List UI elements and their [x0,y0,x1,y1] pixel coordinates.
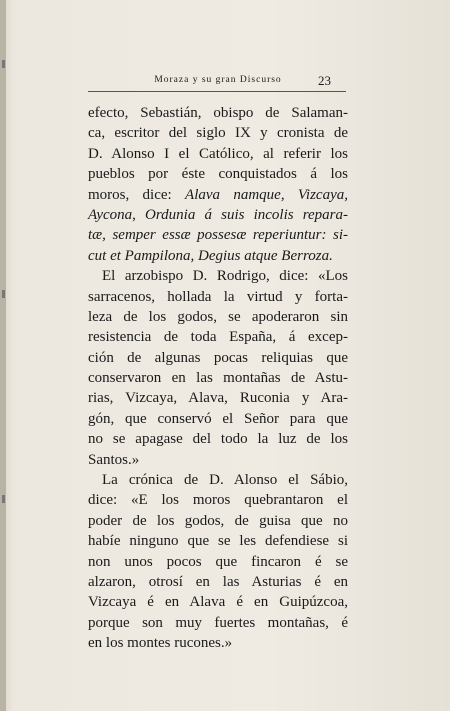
margin-mark [2,60,5,68]
margin-mark [2,495,5,503]
page-gutter [0,0,6,711]
text-line: efecto, Sebastián, obispo de Salaman- [88,105,348,121]
text-line: Santos.» [88,451,140,468]
text-line: habíe ninguno que se les defendiese si [88,533,348,550]
text-line: en los montes rucones.» [88,635,233,652]
text-line: rias, Vizcaya, Alava, Ruconia y Ara- [88,390,348,407]
running-head: Moraza y su gran Discurso [154,75,282,85]
text-line: alzaron, otrosí en las Asturias é en [88,573,348,590]
text-line: sarracenos, hollada la virtud y forta- [88,288,348,305]
text-line-mixed [88,185,348,205]
text-line: resistencia de toda España, á excep- [88,329,348,346]
text-line: gón, que conservó el Señor para que [88,410,348,427]
body-text [88,103,348,654]
text-line: dice: «E los moros quebrantaron el [88,492,348,509]
text-line: ción de algunas pocas reliquias que [88,349,348,366]
latin-quote-line: tæ, semper essæ possesæ reperiuntur: si- [88,227,348,244]
text-line: porque son muy fuertes montañas, é [88,614,348,631]
text-line: non unos pocos que fincaron é se [88,553,348,570]
text-line: El arzobispo D. Rodrigo, dice: «Los [102,268,348,285]
text-line: D. Alonso I el Católico, al referir los [88,145,348,162]
text-line: leza de los godos, se apoderaron sin [88,308,348,325]
text-line: conservaron en las montañas de Astu- [88,370,348,387]
page-number: 23 [318,73,331,88]
text-line: pueblos por éste conquistados á los [88,166,348,183]
text-line: Vizcaya é en Alava é en Guipúzcoa, [88,594,348,611]
margin-mark [2,290,5,298]
latin-quote-line: cut et Pampilona, Degius atque Berroza. [88,247,333,264]
text-line: poder de los godos, de guisa que no [88,512,348,529]
text-line-part: moros, dice: [88,186,172,203]
text-line: no se apagase del todo la luz de los [88,431,348,448]
latin-quote-line: Aycona, Ordunia á suis incolis repara- [88,206,348,223]
text-line: ca, escritor del siglo IX y cronista de [88,125,348,142]
header-rule [88,91,346,92]
text-line: La crónica de D. Alonso el Sábio, [102,472,348,489]
latin-quote: Alava namque, Vizcaya, [185,186,348,203]
